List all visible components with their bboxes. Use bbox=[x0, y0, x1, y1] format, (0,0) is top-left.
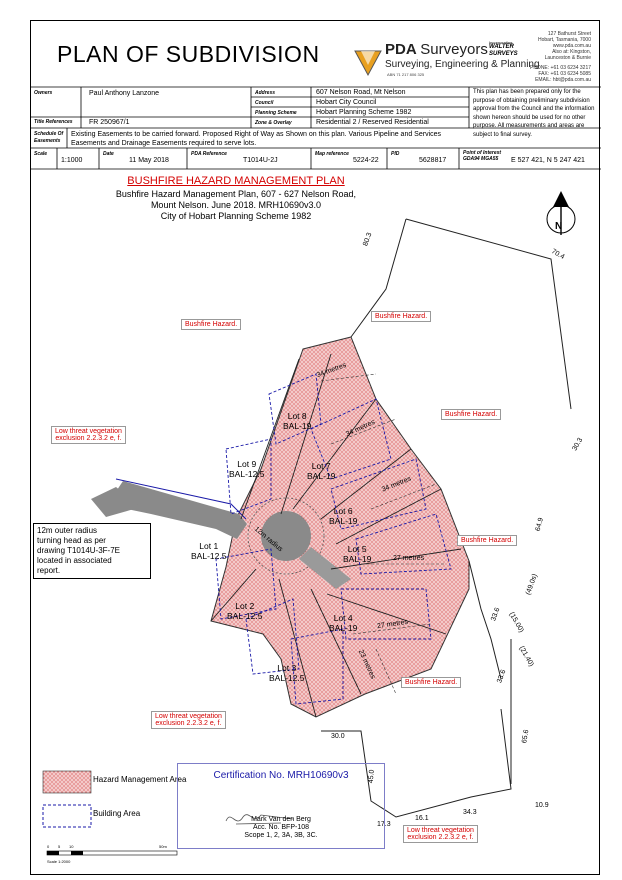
dim-label: (21.40) bbox=[517, 645, 535, 668]
easements-label: Schedule Of Easements bbox=[34, 131, 64, 144]
north-label: N bbox=[555, 221, 563, 232]
council-label: Council bbox=[255, 100, 274, 106]
bhmp-subtitle: Bushfire Hazard Management Plan, 607 - 627 Nelson Road, Mount Nelson. June 2018. MRH10690v3.0 City of Hobart Planning Scheme 1982 bbox=[115, 189, 357, 221]
bushfire-hazard-label-3: Bushfire Hazard. bbox=[441, 409, 501, 420]
company-name: PDA Surveyors bbox=[385, 41, 488, 58]
dim-label: 45.0 bbox=[367, 769, 376, 784]
scale-tick: 10 bbox=[69, 844, 74, 849]
address-label: Address bbox=[255, 90, 276, 96]
map-ref-label: Map reference bbox=[315, 151, 349, 157]
lot-2-label: Lot 2 BAL-12.5 bbox=[227, 601, 263, 621]
setback-label-5: 27 metres bbox=[376, 618, 409, 631]
company-contact: PHONE: +61 03 6234 3217 FAX: +61 03 6234 5085 EMAIL: hbt@pda.com.au bbox=[529, 65, 591, 83]
certifier-details: Mark Van den Berg Acc. No. BFP-108 Scope 1, 2, 3A, 3B, 3C. bbox=[244, 816, 318, 839]
scale-tick: 50m bbox=[159, 844, 167, 849]
easements-value: Existing Easements to be carried forward. Proposed Right of Way as Shown on this plan. Various Pipeline and Services Easements and Drainage Easements required to serve lots. bbox=[71, 131, 442, 147]
walter-surveys-logo: WALTER SURVEYS bbox=[489, 44, 518, 57]
lot-7-label: Lot 7 BAL-19 bbox=[307, 461, 336, 481]
scale-tick: 5 bbox=[58, 844, 61, 849]
company-address: 127 Bathurst Street Hobart, Tasmania, 7000 www.pda.com.au Also at: Kingston, Launceston & Burnie bbox=[538, 31, 591, 61]
dim-label: 33.6 bbox=[496, 668, 508, 685]
bushfire-hazard-label-1: Bushfire Hazard. bbox=[181, 319, 241, 330]
map-ref-value: 5224-22 bbox=[353, 157, 379, 164]
setback-label-4: 27 metres bbox=[393, 555, 425, 562]
pda-ref-label: PDA Reference bbox=[191, 151, 227, 157]
setback-label-6: 23 metres bbox=[356, 648, 377, 681]
title-ref-label: Title References bbox=[34, 119, 73, 125]
poi-value: E 527 421, N 5 247 421 bbox=[511, 157, 585, 164]
company-tagline: Surveying, Engineering & Planning bbox=[385, 59, 540, 70]
hazard-management-area bbox=[211, 337, 469, 717]
council-value: Hobart City Council bbox=[316, 99, 377, 106]
setback-label-3: 34 metres bbox=[380, 475, 413, 494]
scale-tick: 0 bbox=[47, 844, 50, 849]
scale-label: Scale bbox=[34, 151, 48, 157]
dim-label: 30.0 bbox=[331, 733, 345, 740]
incorporating-label: Incorporating bbox=[489, 40, 513, 45]
certification-number: Certification No. MRH10690v3 bbox=[213, 770, 349, 781]
low-threat-label-3: Low threat vegetation exclusion 2.2.3.2 e, f. bbox=[403, 825, 478, 843]
certification-box bbox=[177, 763, 385, 849]
low-threat-label-2: Low threat vegetation exclusion 2.2.3.2 e, f. bbox=[151, 711, 226, 729]
dim-label: 30.3 bbox=[571, 436, 585, 453]
plan-sheet bbox=[30, 20, 600, 875]
owners-label: Owners bbox=[34, 90, 53, 96]
lot-3-label: Lot 3 BAL-12.5 bbox=[269, 663, 305, 683]
pid-label: PID bbox=[391, 151, 400, 157]
dim-label: 33.6 bbox=[490, 606, 502, 623]
dim-label: 34.3 bbox=[463, 809, 477, 816]
lot-4-label: Lot 4 BAL-19 bbox=[329, 613, 358, 633]
legend-hazard-swatch bbox=[43, 771, 91, 793]
plan-disclaimer: This plan has been prepared only for the purpose of obtaining preliminary subdivision approval from the Council and the information shown hereon should be used for no other purpose. All measurements and areas are subject to final survey. bbox=[473, 89, 595, 138]
setback-label-2: 34 metres bbox=[344, 418, 377, 439]
dim-label: 10.9 bbox=[535, 802, 549, 809]
bushfire-hazard-label-2: Bushfire Hazard. bbox=[371, 311, 431, 322]
turning-radius-label: 12m radius bbox=[252, 525, 284, 554]
dim-label: 64.9 bbox=[534, 517, 545, 532]
dim-label: 80.3 bbox=[362, 231, 374, 248]
bhmp-heading: BUSHFIRE HAZARD MANAGEMENT PLAN bbox=[127, 175, 345, 187]
dim-label: 17.3 bbox=[377, 821, 391, 828]
zone-value: Residential 2 / Reserved Residential bbox=[316, 119, 429, 126]
lot-6-label: Lot 6 BAL-19 bbox=[329, 506, 358, 526]
date-label: Date bbox=[103, 151, 114, 157]
legend-building-swatch bbox=[43, 805, 91, 827]
bushfire-hazard-label-5: Bushfire Hazard. bbox=[401, 677, 461, 688]
zone-label: Zone & Overlay bbox=[255, 120, 292, 126]
legend-hazard-label: Hazard Management Area bbox=[93, 775, 187, 784]
dim-label: 16.1 bbox=[415, 815, 429, 822]
turning-head-note: 12m outer radius turning head as per drawing T1014U-3F-7E located in associated report. bbox=[33, 523, 151, 579]
company-abn: ABN 71 217 806 325 bbox=[387, 72, 425, 77]
pid-value: 5628817 bbox=[419, 157, 447, 164]
bushfire-hazard-label-4: Bushfire Hazard. bbox=[457, 535, 517, 546]
date-value: 11 May 2018 bbox=[129, 157, 169, 164]
setback-label-1: 34 metres bbox=[315, 361, 348, 380]
scale-bar bbox=[47, 851, 177, 855]
planning-value: Hobart Planning Scheme 1982 bbox=[316, 109, 412, 116]
dim-label: 65.6 bbox=[521, 729, 531, 744]
dim-label: 70.4 bbox=[550, 248, 566, 261]
planning-label: Planning Scheme bbox=[255, 110, 297, 116]
lot-1-label: Lot 1 BAL-12.5 bbox=[191, 541, 227, 561]
poi-label: Point of Interest GDA94 MGA55 bbox=[463, 150, 502, 162]
dim-label: (49.0s) bbox=[524, 573, 539, 596]
legend-building-label: Building Area bbox=[93, 809, 141, 818]
page-title: PLAN OF SUBDIVISION bbox=[57, 41, 320, 67]
address-value: 607 Nelson Road, Mt Nelson bbox=[316, 89, 406, 96]
low-threat-label-1: Low threat vegetation exclusion 2.2.3.2 e, f. bbox=[51, 426, 126, 444]
lot-5-label: Lot 5 BAL-19 bbox=[343, 544, 372, 564]
title-ref-value: FR 250967/1 bbox=[89, 119, 130, 126]
lot-8-label: Lot 8 BAL-19 bbox=[283, 411, 312, 431]
lot-9-label: Lot 9 BAL-12.5 bbox=[229, 459, 265, 479]
scale-value: 1:1000 bbox=[61, 157, 83, 164]
scale-caption: Scale 1:2000 bbox=[47, 859, 71, 864]
pda-ref-value: T1014U-2J bbox=[243, 157, 278, 164]
dim-label: (15.00) bbox=[507, 611, 525, 634]
owners-value: Paul Anthony Lanzone bbox=[89, 90, 160, 97]
